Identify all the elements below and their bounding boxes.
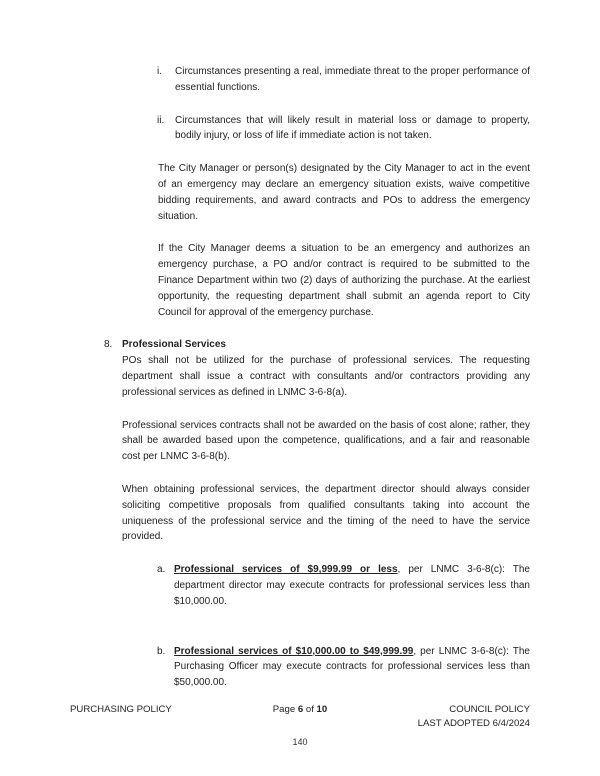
footer-page-of: of xyxy=(303,704,317,715)
bottom-page-number: 140 xyxy=(292,737,308,747)
footer-document-title: PURCHASING POLICY xyxy=(70,704,172,715)
footer-page-indicator xyxy=(223,703,376,717)
footer-policy-info xyxy=(377,703,530,731)
numbered-section-body xyxy=(122,337,530,725)
letter-list-text xyxy=(174,644,530,691)
roman-list-item-ii xyxy=(157,113,530,145)
roman-list-text: Circumstances that will likely result in material loss or damage to property, bodily injury, or loss of life if immediate action is not taken. xyxy=(175,114,530,142)
footer-page-total: 10 xyxy=(316,704,328,715)
paragraph-obtaining-professional-services: When obtaining professional services, the department director should always consider soliciting competitive proposals from qualified consultants taking into account the uniqueness of the professional service and the timing of the need to have the service provided. xyxy=(122,483,530,543)
letter-list-text xyxy=(174,562,530,609)
letter-list-marker: a. xyxy=(157,564,166,576)
paragraph-emergency-purchase: If the City Manager deems a situation to be an emergency and authorizes an emergency purchase, a PO and/or contract is required to be submitted to the Finance Department within two (2) days of authorizing the purchase. At the earliest opportunity, the requesting department shall submit an agenda report to City Council for approval of the emergency purchase. xyxy=(158,243,530,318)
footer-page-number: 6 xyxy=(297,704,304,715)
letter-list-marker: b. xyxy=(157,645,166,657)
numbered-section-8 xyxy=(104,337,530,725)
footer-row xyxy=(70,703,530,731)
letter-item-rest: , per LNMC 3-6-8(c): The Purchasing Officer may execute contracts for professional services less than $50,000.00. xyxy=(174,645,530,689)
letter-list-item-b xyxy=(157,644,530,708)
letter-item-lead-underlined: Professional services of $10,000.00 to $49,999.99 xyxy=(174,645,414,657)
paragraph-pos-not-utilized: POs shall not be utilized for the purchase of professional services. The requesting department shall issue a contract with consultants and/or contractors providing any professional services as defined in LNMC 3-6-8(a). xyxy=(122,355,530,398)
paragraph-city-manager-designation: The City Manager or person(s) designated by the City Manager to act in the event of an emergency may declare an emergency situation exists, waive competitive bidding requirements, and award contracts and POs to address the emergency situation. xyxy=(158,163,530,222)
section-heading-professional-services: Professional Services xyxy=(122,339,226,351)
paragraph-contracts-not-cost-alone: Professional services contracts shall not be awarded on the basis of cost alone; rather, they shall be awarded based upon the competence, qualifications, and a fair and reasonable cost per LNMC 3-6-8(b). xyxy=(122,419,530,463)
document-body xyxy=(104,64,530,725)
numbered-section-marker: 8. xyxy=(104,339,113,351)
letter-list-item-a xyxy=(157,562,530,626)
letter-item-rest: , per LNMC 3-6-8(c): The department director may execute contracts for professional services less than $10,000.00. xyxy=(174,564,530,607)
footer-policy-type: COUNCIL POLICY xyxy=(449,704,530,715)
footer-adoption-date: LAST ADOPTED 6/4/2024 xyxy=(417,718,530,729)
letter-item-lead-underlined: Professional services of $9,999.99 or less xyxy=(174,564,398,576)
roman-list-item-i xyxy=(157,64,530,96)
roman-list-text: Circumstances presenting a real, immediate threat to the proper performance of essential functions. xyxy=(175,66,530,93)
page-footer xyxy=(70,703,530,731)
footer-page-word: Page xyxy=(272,704,298,715)
roman-list-marker: i. xyxy=(157,66,162,77)
roman-list-marker: ii. xyxy=(157,114,165,126)
